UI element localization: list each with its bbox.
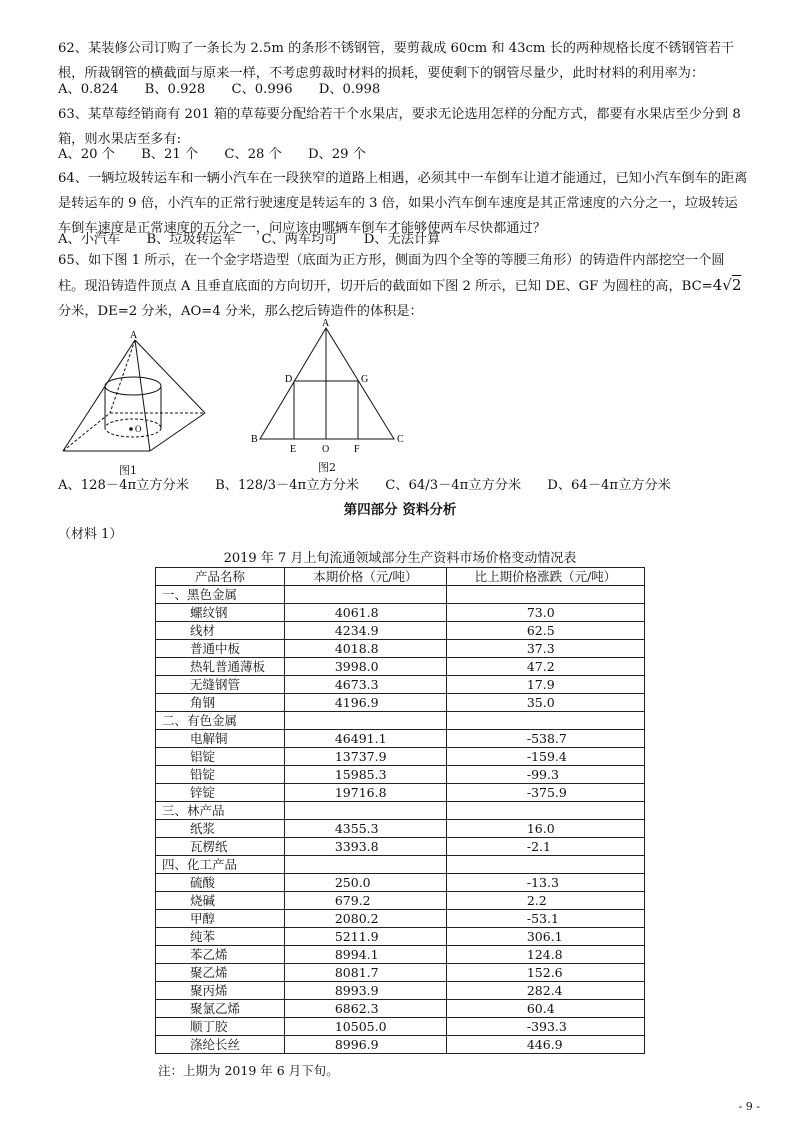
cell-product-name: 瓦楞纸: [156, 838, 285, 856]
question-text: 64、一辆垃圾转运车和一辆小汽车在一段狭窄的道路上相遇，必须其中一车倒车让道才能通过，已知小汽车倒车的距离是转运车的 9 倍，小汽车的正常行驶速度是转运车的 3 倍，如果小汽车倒车速度是其正常速度的六分之一，垃圾转运车倒车速度是正常速度的五分之一，问应该由哪辆车倒车才能够使两车尽快都通过？: [58, 171, 748, 236]
cell-change: 60.4: [446, 1000, 644, 1018]
table-row: [156, 730, 645, 748]
option-d: D、0.998: [318, 82, 381, 97]
label-o: O: [322, 444, 330, 455]
table-row: [156, 982, 645, 1000]
sqrt-coefficient: 4: [712, 276, 723, 294]
cell-change: 16.0: [446, 820, 644, 838]
cell-product-name: 铝锭: [156, 748, 285, 766]
cell-change: 73.0: [446, 604, 644, 622]
table-row: [156, 1036, 645, 1054]
question-65: [58, 248, 748, 324]
page-number: - 9 -: [738, 1100, 760, 1113]
cell-product-name: 二、有色金属: [156, 712, 285, 730]
table-row: [156, 874, 645, 892]
cell-price: 4018.8: [284, 640, 446, 658]
option-c: C、28 个: [224, 147, 282, 162]
cell-price: 8081.7: [284, 964, 446, 982]
table-row: [156, 748, 645, 766]
question-text-b: 分米，DE=2 分米，AO=4 分米，那么挖后铸造件的体积是：: [58, 304, 423, 319]
table-title: 2019 年 7 月上旬流通领域部分生产资料市场价格变动情况表: [223, 551, 577, 566]
cell-price: 4673.3: [284, 676, 446, 694]
header-price: 本期价格（元/吨）: [284, 568, 446, 586]
cell-price: [284, 856, 446, 874]
cell-product-name: 甲醇: [156, 910, 285, 928]
table-row: [156, 604, 645, 622]
cell-price: 6862.3: [284, 1000, 446, 1018]
cell-price: [284, 712, 446, 730]
cell-product-name: 一、黑色金属: [156, 586, 285, 604]
cell-change: 2.2: [446, 892, 644, 910]
label-c: C: [397, 434, 404, 445]
cell-change: -159.4: [446, 748, 644, 766]
label-b: B: [251, 434, 258, 445]
option-c: C、两车均可: [261, 232, 338, 247]
label-apex: A: [130, 330, 138, 341]
table-row: [156, 964, 645, 982]
cell-change: 152.6: [446, 964, 644, 982]
cell-product-name: 聚丙烯: [156, 982, 285, 1000]
cell-price: 19716.8: [284, 784, 446, 802]
table-row: [156, 946, 645, 964]
cell-change: 62.5: [446, 622, 644, 640]
cell-change: 35.0: [446, 694, 644, 712]
label-g: G: [361, 374, 369, 385]
table-row: [156, 910, 645, 928]
cell-change: 37.3: [446, 640, 644, 658]
question-text: 63、某草莓经销商有 201 箱的草莓要分配给若干个水果店，要求无论选用怎样的分配方式，都要有水果店至少分到 8 箱，则水果店至多有:: [58, 107, 741, 147]
figure-2-caption: 图2: [318, 461, 336, 474]
label-a: A: [322, 318, 330, 329]
cell-change: 17.9: [446, 676, 644, 694]
sqrt-expression: 4√2: [712, 276, 742, 294]
figure-1-caption: 图1: [119, 464, 137, 477]
option-d: D、无法计算: [363, 232, 441, 247]
option-c: C、64/3－4π立方分米: [385, 478, 522, 493]
cell-price: 8994.1: [284, 946, 446, 964]
table-header-row: [156, 568, 645, 586]
cell-product-name: 纯苯: [156, 928, 285, 946]
table-row: [156, 1000, 645, 1018]
figure-1-pyramid: [55, 328, 215, 463]
label-f: F: [354, 444, 360, 455]
table-row: [156, 784, 645, 802]
cell-product-name: 聚氯乙烯: [156, 1000, 285, 1018]
cell-product-name: 三、林产品: [156, 802, 285, 820]
cell-product-name: 涤纶长丝: [156, 1036, 285, 1054]
cell-product-name: 角钢: [156, 694, 285, 712]
option-a: A、小汽车: [58, 232, 121, 247]
table-row: [156, 658, 645, 676]
cell-price: 4234.9: [284, 622, 446, 640]
cell-price: 8993.9: [284, 982, 446, 1000]
table-row: [156, 586, 645, 604]
option-a: A、0.824: [58, 82, 119, 97]
question-text-a: 65、如下图 1 所示，在一个金字塔造型（底面为正方形，侧面为四个全等的等腰三角形）的铸造件内部挖空一个圆柱。现沿铸造件顶点 A 且垂直底面的方向切开，切开后的截面如下图 2 所示，已知 DE、GF 为圆柱的高，BC=: [58, 253, 725, 294]
table-row: [156, 640, 645, 658]
cell-product-name: 铅锭: [156, 766, 285, 784]
question-62: [58, 36, 748, 86]
question-62-options: [58, 80, 402, 100]
cell-product-name: 热轧普通薄板: [156, 658, 285, 676]
table-row: [156, 928, 645, 946]
cell-price: 13737.9: [284, 748, 446, 766]
cell-change: 282.4: [446, 982, 644, 1000]
option-b: B、21 个: [141, 147, 199, 162]
cell-price: [284, 802, 446, 820]
sqrt-radicand: 2: [731, 276, 742, 294]
cell-change: [446, 856, 644, 874]
table-row: [156, 766, 645, 784]
table-note: 注：上期为 2019 年 6 月下旬。: [158, 1063, 339, 1078]
cell-change: -2.1: [446, 838, 644, 856]
center-point: [129, 427, 133, 431]
cell-price: 5211.9: [284, 928, 446, 946]
table-row: [156, 892, 645, 910]
option-b: B、0.928: [144, 82, 206, 97]
cell-change: -99.3: [446, 766, 644, 784]
question-64-options: [58, 230, 462, 250]
cell-price: 4196.9: [284, 694, 446, 712]
label-d: D: [285, 374, 293, 385]
cell-product-name: 电解铜: [156, 730, 285, 748]
cell-change: -393.3: [446, 1018, 644, 1036]
cell-change: [446, 586, 644, 604]
header-product: 产品名称: [156, 568, 285, 586]
cell-price: 4355.3: [284, 820, 446, 838]
cell-product-name: 纸浆: [156, 820, 285, 838]
option-c: C、0.996: [231, 82, 293, 97]
cell-price: 250.0: [284, 874, 446, 892]
option-b: B、128/3－4π立方分米: [215, 478, 359, 493]
cell-change: -53.1: [446, 910, 644, 928]
option-d: D、29 个: [307, 147, 366, 162]
cell-product-name: 线材: [156, 622, 285, 640]
cell-price: 15985.3: [284, 766, 446, 784]
cell-change: -375.9: [446, 784, 644, 802]
cell-price: 3393.8: [284, 838, 446, 856]
cell-change: [446, 802, 644, 820]
table-row: [156, 802, 645, 820]
cell-product-name: 硫酸: [156, 874, 285, 892]
cell-price: 2080.2: [284, 910, 446, 928]
section-title: 第四部分 资料分析: [343, 502, 457, 518]
label-e: E: [290, 444, 297, 455]
cell-price: 679.2: [284, 892, 446, 910]
option-b: B、垃圾转运车: [146, 232, 236, 247]
table-row: [156, 712, 645, 730]
price-table: [155, 567, 645, 1054]
cell-product-name: 四、化工产品: [156, 856, 285, 874]
table-row: [156, 820, 645, 838]
option-a: A、128－4π立方分米: [58, 478, 189, 493]
header-change: 比上期价格涨跌（元/吨）: [446, 568, 644, 586]
material-label: （材料 1）: [58, 527, 123, 542]
cell-change: -13.3: [446, 874, 644, 892]
cell-product-name: 苯乙烯: [156, 946, 285, 964]
cell-product-name: 顺丁胶: [156, 1018, 285, 1036]
cell-price: 10505.0: [284, 1018, 446, 1036]
cell-product-name: 烧碱: [156, 892, 285, 910]
table-row: [156, 622, 645, 640]
question-63-options: [58, 145, 388, 165]
cell-price: 8996.9: [284, 1036, 446, 1054]
cell-product-name: 螺纹钢: [156, 604, 285, 622]
label-center: O: [135, 424, 142, 434]
cell-price: 3998.0: [284, 658, 446, 676]
table-row: [156, 694, 645, 712]
cell-product-name: 锌锭: [156, 784, 285, 802]
table-row: [156, 856, 645, 874]
figure-2-cross-section: [248, 316, 408, 458]
question-65-options: [58, 476, 693, 496]
table-row: [156, 676, 645, 694]
cell-price: 4061.8: [284, 604, 446, 622]
cell-change: [446, 712, 644, 730]
table-row: [156, 838, 645, 856]
option-a: A、20 个: [58, 147, 115, 162]
cell-product-name: 聚乙烯: [156, 964, 285, 982]
cell-change: 124.8: [446, 946, 644, 964]
cell-product-name: 普通中板: [156, 640, 285, 658]
cell-price: [284, 586, 446, 604]
question-text: 62、某装修公司订购了一条长为 2.5m 的条形不锈钢管，要剪裁成 60cm 和 43cm 长的两种规格长度不锈钢管若干根，所裁钢管的横截面与原来一样，不考虑剪裁时材料的损耗，要使剩下的钢管尽量少，此时材料的利用率为：: [58, 41, 735, 81]
cell-price: 46491.1: [284, 730, 446, 748]
option-d: D、64－4π立方分米: [547, 478, 671, 493]
cell-change: -538.7: [446, 730, 644, 748]
cell-change: 47.2: [446, 658, 644, 676]
cell-change: 446.9: [446, 1036, 644, 1054]
table-row: [156, 1018, 645, 1036]
cell-change: 306.1: [446, 928, 644, 946]
cell-product-name: 无缝钢管: [156, 676, 285, 694]
